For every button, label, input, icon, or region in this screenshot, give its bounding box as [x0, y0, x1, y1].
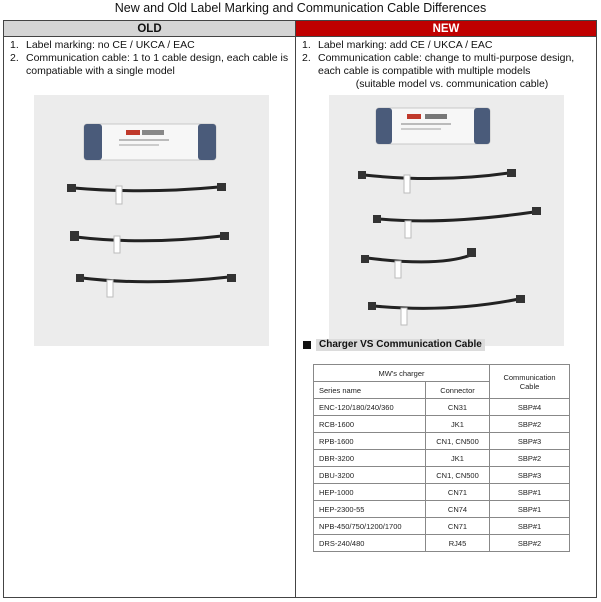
table-row [314, 399, 570, 416]
table-row [314, 450, 570, 467]
table-group-header: MW's charger [314, 365, 490, 382]
table-cell-series: RCB-1600 [314, 416, 426, 433]
table-cell-series: HEP-1000 [314, 484, 426, 501]
table-cell-connector: CN71 [426, 484, 490, 501]
list-number: 2. [302, 52, 311, 64]
table-cell-connector: CN74 [426, 501, 490, 518]
section-title-text: Charger VS Communication Cable [316, 339, 485, 351]
list-text: Communication cable: change to multi-purpose design, each cable is compatible with multiple models [318, 52, 575, 77]
table-cell-series: HEP-2300-55 [314, 501, 426, 518]
table-cell-cable: SBP#1 [490, 484, 570, 501]
new-product-photo [329, 95, 564, 346]
list-item [4, 52, 294, 78]
charger-cable-table [313, 364, 570, 552]
table-row [314, 467, 570, 484]
table-cell-series: DBR-3200 [314, 450, 426, 467]
table-cell-cable: SBP#2 [490, 535, 570, 552]
old-product-photo [34, 95, 269, 346]
table-row [314, 501, 570, 518]
list-item [4, 39, 294, 52]
table-cell-connector: JK1 [426, 450, 490, 467]
list-item [296, 39, 596, 52]
table-cell-connector: CN1, CN500 [426, 467, 490, 484]
table-row [314, 433, 570, 450]
table-cell-series: RPB-1600 [314, 433, 426, 450]
table-cell-cable: SBP#2 [490, 450, 570, 467]
old-cables-illustration [34, 95, 269, 346]
section-title [303, 339, 485, 351]
table-cell-cable: SBP#4 [490, 399, 570, 416]
list-note: (suitable model vs. communication cable) [355, 78, 549, 90]
table-cell-series: ENC-120/180/240/360 [314, 399, 426, 416]
list-number: 1. [10, 39, 19, 51]
table-cell-series: NPB-450/750/1200/1700 [314, 518, 426, 535]
new-notes-list [296, 39, 596, 91]
list-text: Label marking: no CE / UKCA / EAC [26, 39, 195, 51]
table-header-connector: Connector [426, 382, 490, 399]
table-cell-connector: JK1 [426, 416, 490, 433]
list-text: Communication cable: 1 to 1 cable design, each cable is compatiable with a single model [26, 52, 289, 77]
table-cell-series: DRS-240/480 [314, 535, 426, 552]
list-text: Label marking: add CE / UKCA / EAC [318, 39, 493, 51]
table-cell-cable: SBP#3 [490, 433, 570, 450]
list-item [296, 52, 596, 91]
table-body [314, 399, 570, 552]
table-row [314, 484, 570, 501]
table-cell-series: DBU-3200 [314, 467, 426, 484]
table-row [314, 535, 570, 552]
list-number: 2. [10, 52, 19, 64]
table-header-series: Series name [314, 382, 426, 399]
table-cell-cable: SBP#1 [490, 501, 570, 518]
table-cell-cable: SBP#2 [490, 416, 570, 433]
column-divider [295, 21, 296, 597]
new-cables-illustration [329, 95, 564, 346]
table-cell-cable: SBP#3 [490, 467, 570, 484]
table-cell-connector: CN71 [426, 518, 490, 535]
table-cell-connector: RJ45 [426, 535, 490, 552]
table-cell-connector: CN1, CN500 [426, 433, 490, 450]
new-column-header: NEW [296, 21, 596, 37]
table-cell-cable: SBP#1 [490, 518, 570, 535]
old-notes-list [4, 39, 294, 78]
square-bullet-icon [303, 341, 311, 349]
old-column-header: OLD [4, 21, 295, 37]
table-cell-connector: CN31 [426, 399, 490, 416]
table-row [314, 416, 570, 433]
table-row [314, 518, 570, 535]
list-number: 1. [302, 39, 311, 51]
page-title: New and Old Label Marking and Communication Cable Differences [114, 1, 487, 15]
table-header-cable: Communication Cable [490, 365, 570, 399]
